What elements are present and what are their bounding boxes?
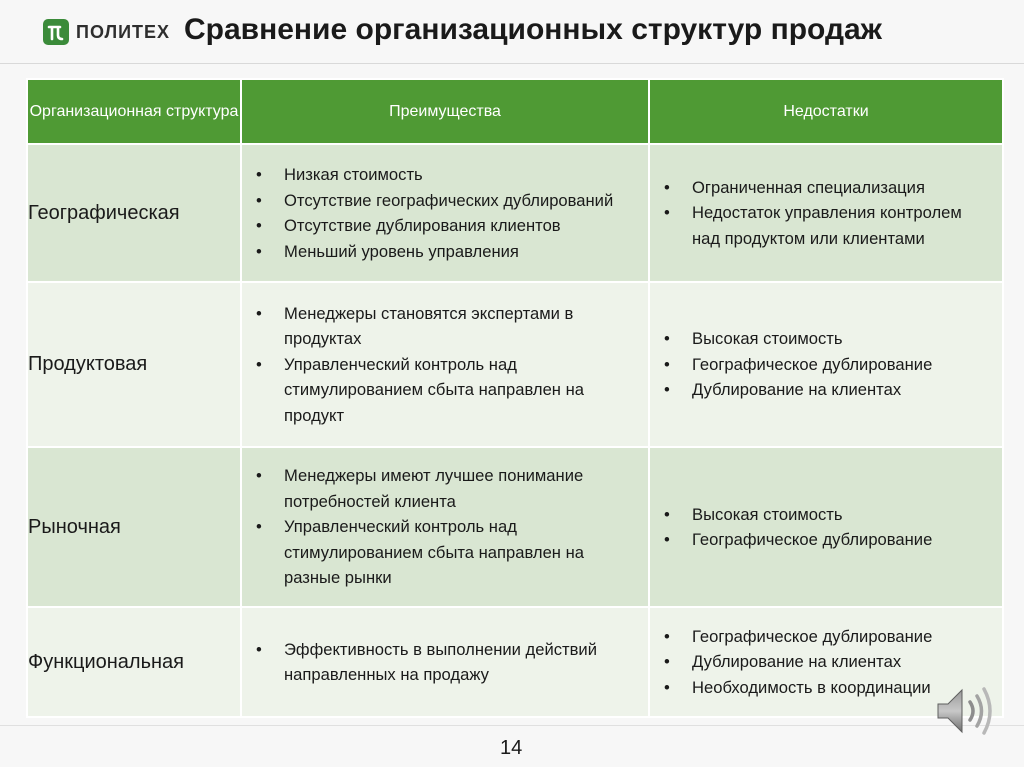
list-item: • Эффективность в выполнении действий направленных на продажу xyxy=(284,637,640,688)
list-item: • Управленческий контроль над стимулированием сбыта направлен на разные рынки xyxy=(284,514,640,591)
table-header-row xyxy=(27,79,1003,144)
page-title: Сравнение организационных структур продаж xyxy=(184,13,882,46)
column-header-advantages: Преимущества xyxy=(241,79,649,144)
structure-name: Рыночная xyxy=(27,447,241,607)
logo-text: ПОЛИТЕХ xyxy=(76,21,171,42)
page-number: 14 xyxy=(500,737,523,759)
list-item: • Недостаток управления контролем над продуктом или клиентами xyxy=(692,200,994,251)
header-divider xyxy=(0,63,1024,64)
column-header-structure: Организационная структура xyxy=(27,79,241,144)
list-item: • Необходимость в координации xyxy=(692,675,994,701)
logo xyxy=(43,18,170,46)
list-item: • Низкая стоимость xyxy=(284,162,640,188)
structure-name: Функциональная xyxy=(27,607,241,717)
list-item: • Высокая стоимость xyxy=(692,502,994,528)
list-item: • Меньший уровень управления xyxy=(284,239,640,265)
advantages-cell xyxy=(241,282,649,447)
list-item: • Дублирование на клиентах xyxy=(692,377,994,403)
advantages-cell xyxy=(241,447,649,607)
disadvantages-cell xyxy=(649,144,1003,282)
list-item: • Географическое дублирование xyxy=(692,352,994,378)
footer-divider xyxy=(0,725,1024,726)
comparison-table xyxy=(26,78,1004,718)
advantages-cell xyxy=(241,144,649,282)
slide-header xyxy=(0,0,1024,62)
table-row xyxy=(27,144,1003,282)
table-row xyxy=(27,447,1003,607)
list-item: • Географическое дублирование xyxy=(692,527,994,553)
list-item: • Дублирование на клиентах xyxy=(692,649,994,675)
speaker-icon[interactable] xyxy=(928,676,1006,746)
list-item: • Географическое дублирование xyxy=(692,624,994,650)
structure-name: Продуктовая xyxy=(27,282,241,447)
list-item: • Менеджеры становятся экспертами в продуктах xyxy=(284,301,640,352)
list-item: • Ограниченная специализация xyxy=(692,175,994,201)
column-header-disadvantages: Недостатки xyxy=(649,79,1003,144)
advantages-cell xyxy=(241,607,649,717)
disadvantages-cell xyxy=(649,282,1003,447)
list-item: • Отсутствие географических дублирований xyxy=(284,188,640,214)
table-row xyxy=(27,607,1003,717)
disadvantages-cell xyxy=(649,447,1003,607)
table-row xyxy=(27,282,1003,447)
list-item: • Управленческий контроль над стимулированием сбыта направлен на продукт xyxy=(284,352,640,429)
list-item: • Менеджеры имеют лучшее понимание потребностей клиента xyxy=(284,463,640,514)
list-item: • Отсутствие дублирования клиентов xyxy=(284,213,640,239)
list-item: • Высокая стоимость xyxy=(692,326,994,352)
politeh-logo-icon xyxy=(43,19,69,45)
structure-name: Географическая xyxy=(27,144,241,282)
